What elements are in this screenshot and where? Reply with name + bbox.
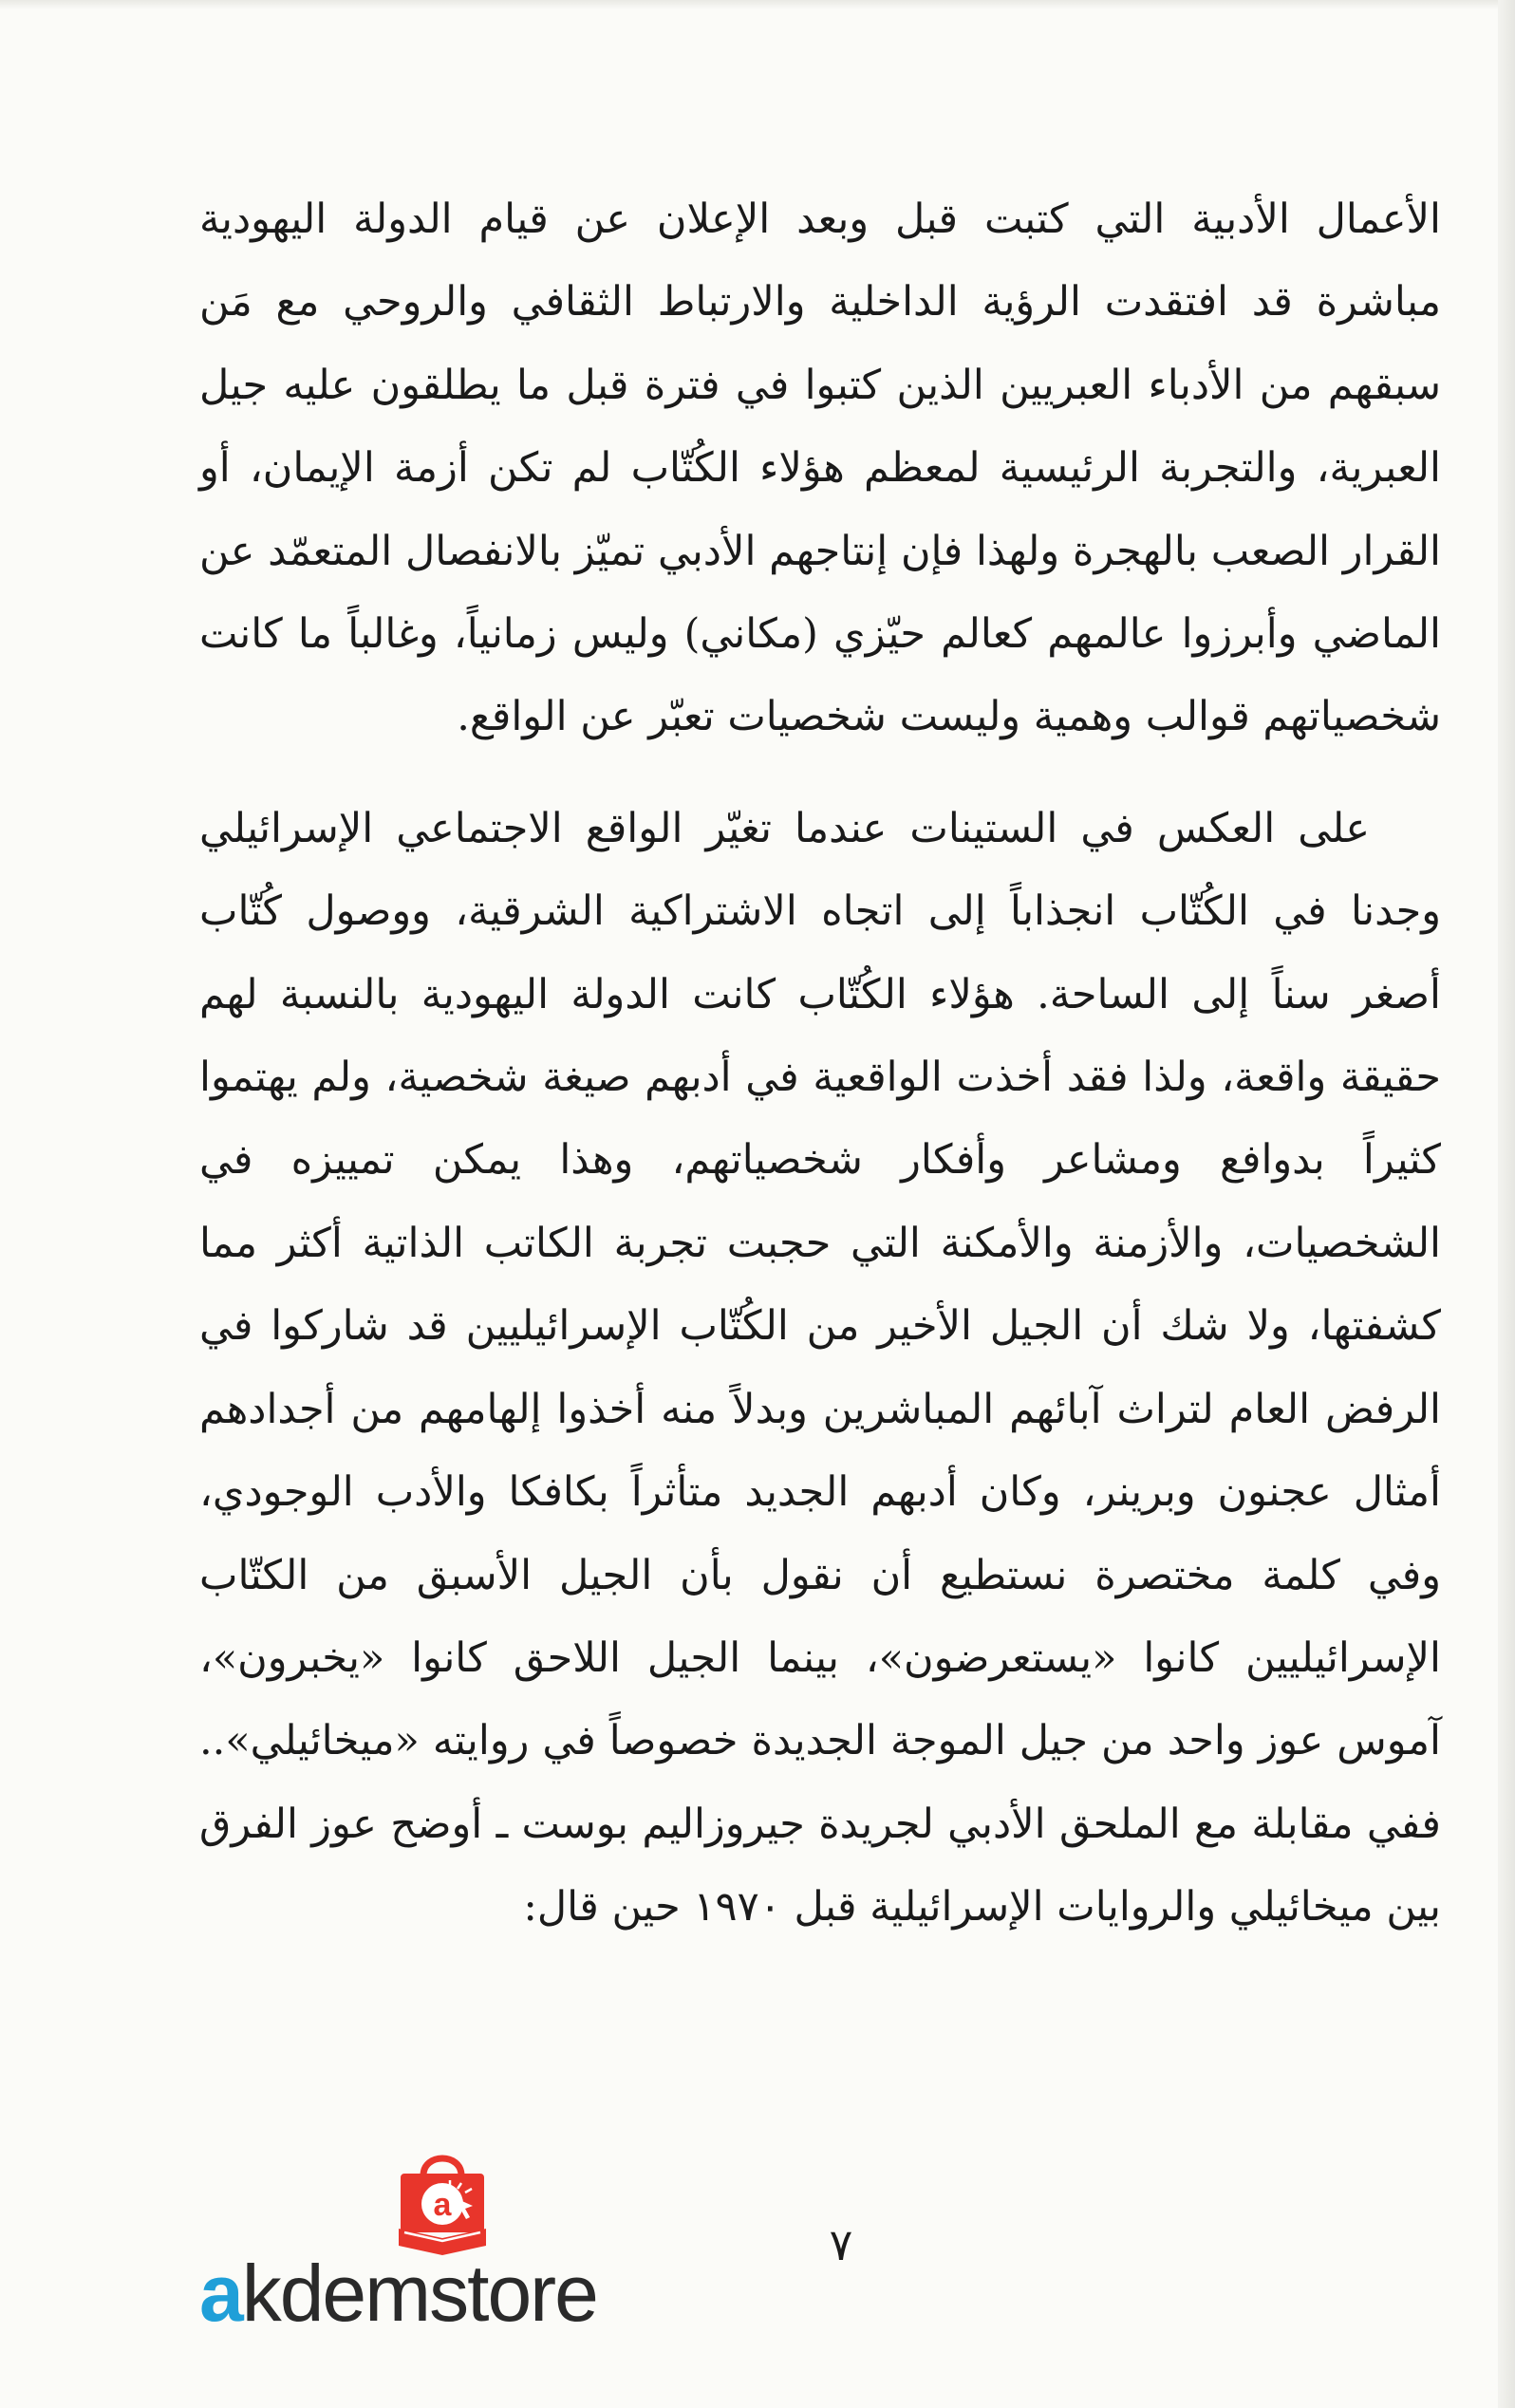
page-number: ٧ <box>829 2219 853 2270</box>
logo-icon-letter: a <box>433 2187 452 2223</box>
brand-first-letter: a <box>199 2249 242 2338</box>
brand-name <box>199 2249 597 2338</box>
page-right-edge <box>1498 0 1515 2408</box>
brand-rest: kdemstore <box>241 2249 597 2338</box>
page-top-edge <box>0 0 1515 9</box>
paragraph-2: على العكس في الستينات عندما تغيّر الواقع الاجتماعي الإسرائيلي وجدنا في الكُتّاب انجذاباً إلى اتجاه الاشتراكية الشرقية، ووصول كُتّاب أصغر سناً إلى الساحة. هؤلاء الكُتّاب كانت الدولة اليهودية بالنسبة لهم حقيقة واقعة، ولذا فقد أخذت الواقعية في أدبهم صيغة شخصية، ولم يهتموا كثيراً بدوافع ومشاعر وأفكار شخصياتهم، وهذا يمكن تمييزه في الشخصيات، والأزمنة والأمكنة التي حجبت تجربة الكاتب الذاتية أكثر مما كشفتها، ولا شك أن الجيل الأخير من الكُتّاب الإسرائيليين قد شاركوا في الرفض العام لتراث آبائهم المباشرين وبدلاً منه أخذوا إلهامهم من أجدادهم أمثال عجنون وبرينر، وكان أدبهم الجديد متأثراً بكافكا والأدب الوجودي، وفي كلمة مختصرة نستطيع أن نقول بأن الجيل الأسبق من الكتّاب الإسرائيليين كانوا «يستعرضون»، بينما الجيل اللاحق كانوا «يخبرون»، آموس عوز واحد من جيل الموجة الجديدة خصوصاً في روايته «ميخائيلي».. ففي مقابلة مع الملحق الأدبي لجريدة جيروزاليم بوست ـ أوضح عوز الفرق بين ميخائيلي والروايات الإسرائيلية قبل ١٩٧٠ حين قال: <box>199 804 1441 1932</box>
watermark-logo <box>199 2147 693 2337</box>
shopping-bag-book-icon <box>389 2147 496 2259</box>
body-text <box>199 178 1441 1950</box>
paragraph-1: الأعمال الأدبية التي كتبت قبل وبعد الإعلان عن قيام الدولة اليهودية مباشرة قد افتقدت الرؤية الداخلية والارتباط الثقافي والروحي مع مَن سبقهم من الأدباء العبريين الذين كتبوا في فترة قبل ما يطلقون عليه جيل العبرية، والتجربة الرئيسية لمعظم هؤلاء الكُتّاب لم تكن أزمة الإيمان، أو القرار الصعب بالهجرة ولهذا فإن إنتاجهم الأدبي تميّز بالانفصال المتعمّد عن الماضي وأبرزوا عالمهم كعالم حيّزي (مكاني) وليس زمانياً، وغالباً ما كانت شخصياتهم قوالب وهمية وليست شخصيات تعبّر عن الواقع. <box>199 196 1441 741</box>
